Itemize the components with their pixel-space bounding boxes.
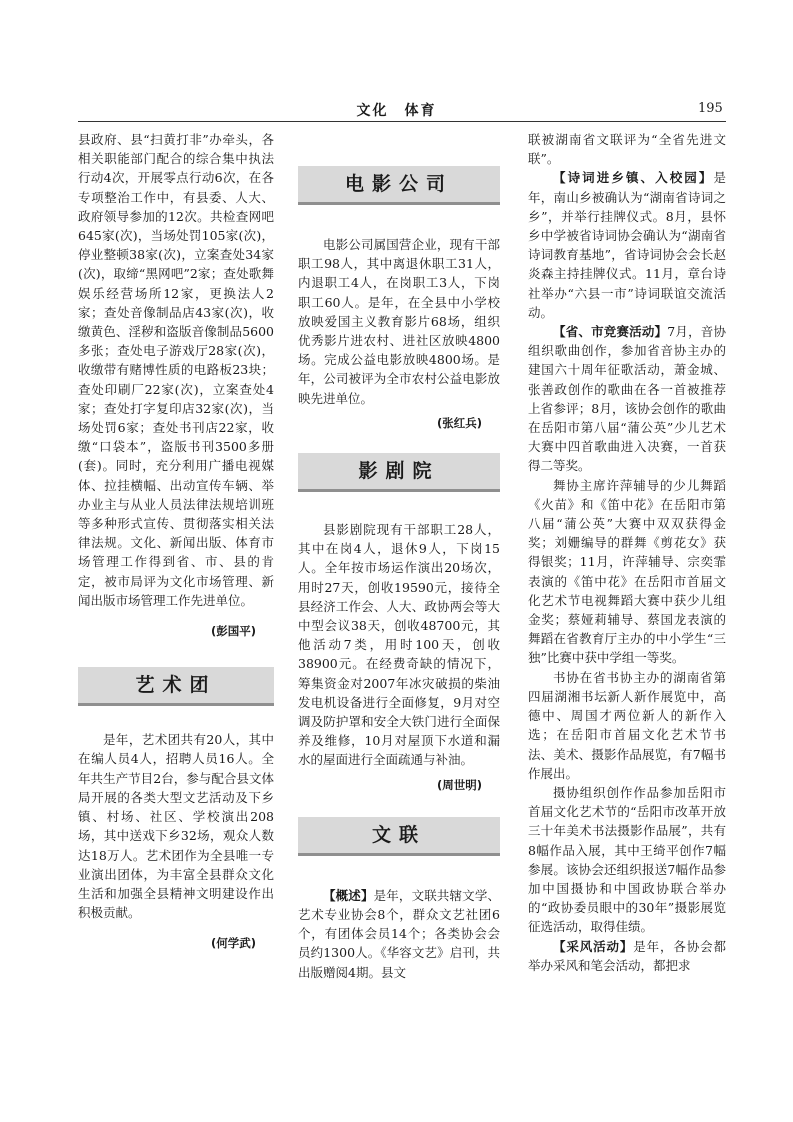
poetry-text: 是年，南山乡被确认为“湖南省诗词之乡”，并举行挂牌仪式。8月，县怀乡中学被省诗词协会确认为“湖南省诗词教育基地”，省诗词协会会长赵炎森主持挂牌仪式。11月，章台诗社举办“六县一市”诗词联谊交流活动。 <box>528 170 726 320</box>
overview-label: 【概述】 <box>323 887 374 903</box>
header-rule <box>78 121 726 122</box>
paragraph-art-troupe: 是年，艺术团共有20人，其中在编人员4人，招聘人员16人。全年共生产节目2台，参与配合县文体局开展的各类大型文艺活动及下乡镇、村场、社区、学校演出208场，其中送戏下乡32场，观众人数达18万人。艺术团作为全县唯一专业演出团体，为丰富全县群众文化生活和加强全县精神文明建设作出积极贡献。 <box>78 732 274 921</box>
column-right <box>528 130 726 975</box>
overview-text: 是年，文联共辖文学、艺术专业协会8个，群众文艺社团6个，有团体会员14个；各类协会会员约1300人。《华容文艺》启刊，共出版赠阅4期。县文 <box>298 887 500 980</box>
author-credit: (周世明) <box>436 777 482 792</box>
poetry-label: 【诗词进乡镇、入校园】 <box>553 170 714 186</box>
paragraph-collect <box>528 937 726 975</box>
paragraph-dance: 舞协主席许萍辅导的少儿舞蹈《火苗》和《笛中花》在岳阳市第八届“蒲公英”大赛中双双获得金奖；刘姗编导的群舞《剪花女》获得银奖；11月，许萍辅导、宗奕霏表演的《笛中花》在岳阳市首届文化艺术节电视舞蹈大赛中获少儿组金奖；蔡娅莉辅导、蔡国龙表演的舞蹈在省教育厅主办的中小学生“三独”比赛中获中学组一等奖。 <box>528 477 726 666</box>
contest-label: 【省、市竞赛活动】 <box>553 324 668 340</box>
collect-label: 【采风活动】 <box>553 938 634 954</box>
paragraph-calligraphy: 书协在省书协主办的湖南省第四届湖湘书坛新人新作展览中，高德中、周国才两位新人的新作入选；在岳阳市首届文化艺术节书法、美术、摄影作品展览，有7幅书作展出。 <box>528 669 726 781</box>
section-title-theater: 影剧院 <box>298 453 500 492</box>
paragraph-market-enforcement: 县政府、县“扫黄打非”办牵头，各相关职能部门配合的综合集中执法行动4次，开展零点行动6次，在各专项整治工作中，有县委、人大、政府领导参加的12次。共检查网吧645家(次)，当场处罚105家(次)，停业整顿38家(次)，立案查处34家(次)，取缔“黑网吧”2家；查处歌舞娱乐经营场所12家，更换法人2家；查处音像制品店43家(次)，收缴黄色、淫秽和盗版音像制品5600多张；查处电子游戏厅28家(次)，收缴带有赌博性质的电路板23块；查处印刷厂22家(次)，立案查处4家；查处打字复印店32家(次)，当场处罚6家；查处书刊店22家，收缴“口袋本”，盗版书刊3500多册(套)。同时，充分利用广播电视媒体、拉挂横幅、出动宣传车辆、举办业主与从业人员法律法规培训班等多种形式宣传、贯彻落实相关法律法规。文化、新闻出版、体育市场管理工作得到省、市、县的肯定，被市局评为文化市场管理、新闻出版市场管理工作先进单位。 <box>78 132 274 608</box>
running-header-title: 文化 体育 <box>356 103 437 119</box>
contest-text: 7月，音协组织歌曲创作，参加省音协主办的建国六十周年征歌活动，萧金城、张善政创作的歌曲在各一首被推荐上省参评；8月，该协会创作的歌曲在岳阳市第八届“蒲公英”少儿艺术大赛中四首歌曲进入决赛，一首获得二等奖。 <box>528 324 726 474</box>
author-credit: (何学武) <box>210 936 256 951</box>
paragraph-continuation: 联被湖南省文联评为“全省先进文联”。 <box>528 132 726 167</box>
author-credit: (张红兵) <box>436 415 482 430</box>
paragraph-film-company: 电影公司属国营企业，现有干部职工98人，其中离退休职工31人，内退职工4人，在岗职工3人，下岗职工60人。是年，在全县中小学校放映爱国主义教育影片68场，组织优秀影片进农村、进社区放映4800场。完成公益电影放映4800场。是年，公司被评为全市农村公益电影放映先进单位。 <box>298 237 500 406</box>
page-number: 195 <box>698 101 723 116</box>
column-middle <box>298 130 500 982</box>
paragraph-theater: 县影剧院现有干部职工28人，其中在岗4人，退休9人，下岗15人。全年按市场运作演出20场次，用时27天，创收19590元，接待全县经济工作会、人大、政协两会等大中型会议38天，创收48700元，其他活动7类，用时100天，创收38900元。在经费奇缺的情况下，筹集资金对2007年冰灾破损的柴油发电机设备进行全面修复，9月对空调及防护罩和安全大铁门进行全面保养及维修，10月对屋顶下水道和漏水的屋面进行全面疏通与补油。 <box>298 522 500 768</box>
paragraph-poetry <box>528 168 726 322</box>
column-left <box>78 130 274 954</box>
section-title-film-company: 电影公司 <box>298 166 500 205</box>
section-title-arts-federation: 文联 <box>298 817 500 856</box>
author-credit: (彭国平) <box>210 624 256 639</box>
paragraph-contest <box>528 322 726 476</box>
section-title-art-troupe: 艺术团 <box>78 667 274 706</box>
paragraph-overview <box>298 886 500 982</box>
paragraph-photography: 摄协组织创作作品参加岳阳市首届文化艺术节的“岳阳市改革开放三十年美术书法摄影作品展”，共有8幅作品入展，其中王绮平创作7幅参展。该协会还组织报送7幅作品参加中国摄协和中国政协联合举办的“政协委员眼中的30年”摄影展览征选活动，取得佳绩。 <box>528 784 726 935</box>
collect-text: 是年，各协会都举办采风和笔会活动，都把求 <box>528 938 726 973</box>
